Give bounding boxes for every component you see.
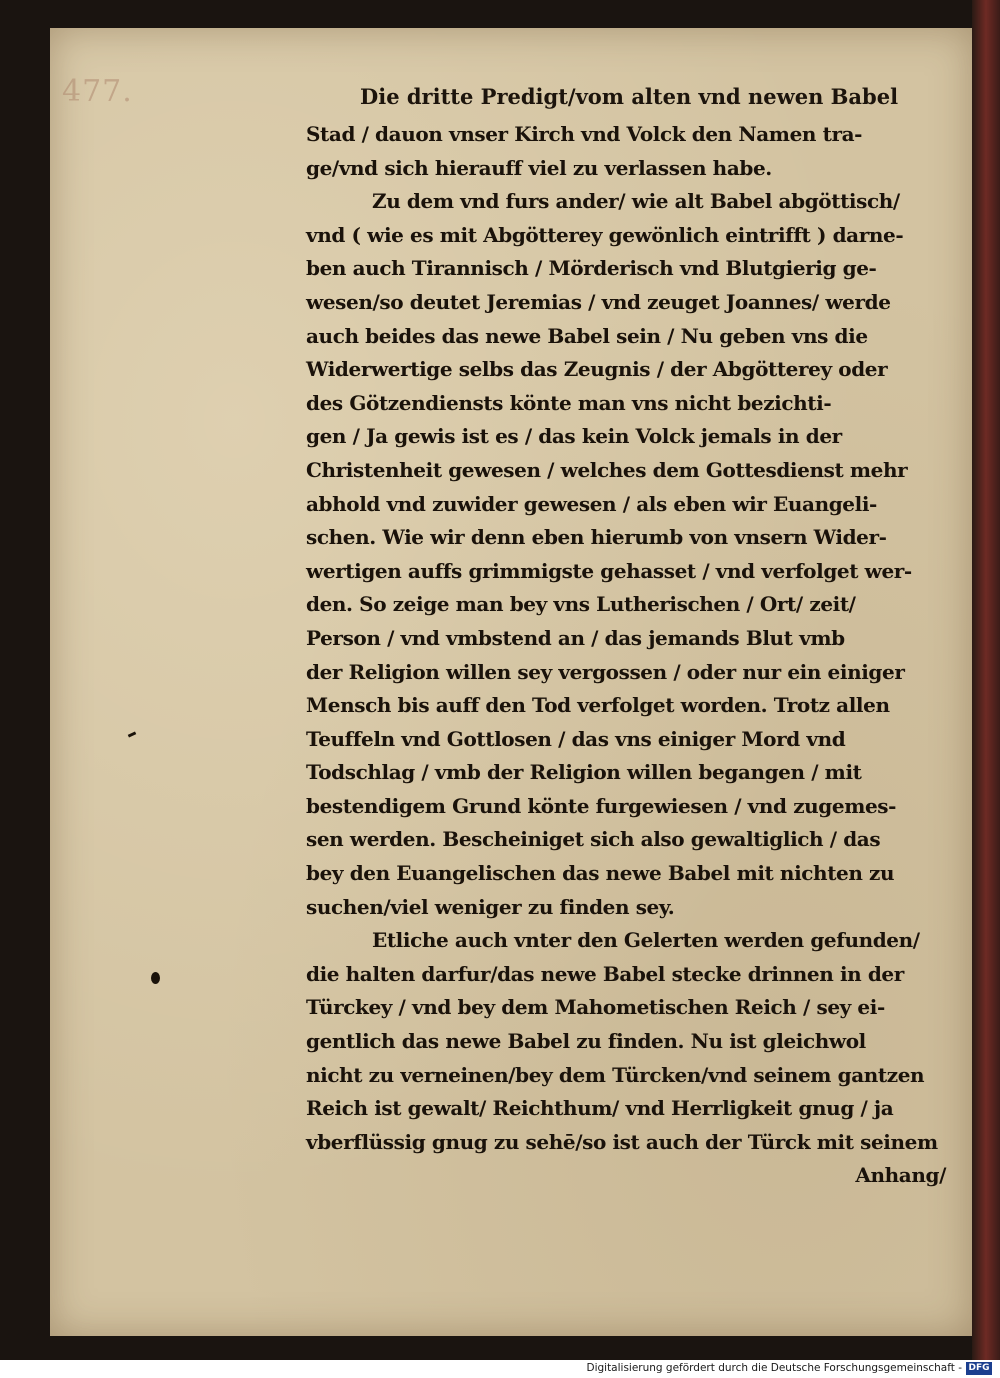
page-number: 477. <box>62 74 133 109</box>
body-text <box>306 118 966 1193</box>
text-line: Reich ist gewalt/ Reichthum/ vnd Herrligkeit gnug / ja <box>306 1096 894 1121</box>
text-line: suchen/viel weniger zu finden sey. <box>306 894 675 919</box>
text-line: abhold vnd zuwider gewesen / als eben wir Euangeli- <box>306 491 877 516</box>
text-line: ben auch Tirannisch / Mörderisch vnd Blutgierig ge- <box>306 256 877 281</box>
text-line: schen. Wie wir denn eben hierumb von vnsern Wider- <box>306 525 887 550</box>
text-line: Anhang/ <box>855 1163 946 1188</box>
digitization-credit: Digitalisierung gefördert durch die Deutsche Forschungsgemeinschaft - <box>586 1362 962 1374</box>
text-line: die halten darfur/das newe Babel stecke drinnen in der <box>306 961 904 986</box>
text-line: Todschlag / vmb der Religion willen begangen / mit <box>306 760 862 785</box>
text-line: Widerwertige selbs das Zeugnis / der Abgötterey oder <box>306 357 888 382</box>
text-line: des Götzendiensts könte man vns nicht bezichti- <box>306 390 832 415</box>
text-line: auch beides das newe Babel sein / Nu geben vns die <box>306 323 868 348</box>
text-line: gen / Ja gewis ist es / das kein Volck jemals in der <box>306 424 842 449</box>
dfg-logo: DFG <box>966 1362 992 1375</box>
text-line: gentlich das newe Babel zu finden. Nu ist gleichwol <box>306 1029 866 1054</box>
text-line: der Religion willen sey vergossen / oder nur ein einiger <box>306 659 905 684</box>
text-line: den. So zeige man bey vns Lutherischen / Ort/ zeit/ <box>306 592 856 617</box>
text-line: wesen/so deutet Jeremias / vnd zeuget Joannes/ werde <box>306 289 891 314</box>
text-line: Etliche auch vnter den Gelerten werden gefunden/ <box>372 928 920 953</box>
text-line: bestendigem Grund könte furgewiesen / vnd zugemes- <box>306 793 897 818</box>
text-line: Christenheit gewesen / welches dem Gottesdienst mehr <box>306 457 908 482</box>
text-line: sen werden. Bescheiniget sich also gewaltiglich / das <box>306 827 881 852</box>
text-line: vberflüssig gnug zu sehē/so ist auch der Türck mit seinem <box>306 1129 938 1154</box>
text-line: wertigen auffs grimmigste gehasset / vnd verfolget wer- <box>306 558 912 583</box>
margin-dot <box>151 972 160 984</box>
text-line: Zu dem vnd furs ander/ wie alt Babel abgöttisch/ <box>372 189 900 214</box>
running-head: Die dritte Predigt/vom alten vnd newen Babel <box>360 84 899 109</box>
text-line: ge/vnd sich hierauff viel zu verlassen habe. <box>306 155 772 180</box>
text-line: Teuffeln vnd Gottlosen / das vns einiger Mord vnd <box>306 726 846 751</box>
text-line: nicht zu verneinen/bey dem Türcken/vnd seinem gantzen <box>306 1062 925 1087</box>
text-line: Person / vnd vmbstend an / das jemands Blut vmb <box>306 625 845 650</box>
text-line: Stad / dauon vnser Kirch vnd Volck den Namen tra- <box>306 122 863 146</box>
text-line: Türckey / vnd bey dem Mahometischen Reich / sey ei- <box>306 995 885 1020</box>
text-line: vnd ( wie es mit Abgötterey gewönlich eintrifft ) darne- <box>306 222 904 247</box>
book-spine <box>972 0 1000 1360</box>
text-line: bey den Euangelischen das newe Babel mit nichten zu <box>306 861 895 886</box>
text-line: Mensch bis auff den Tod verfolget worden. Trotz allen <box>306 693 890 718</box>
